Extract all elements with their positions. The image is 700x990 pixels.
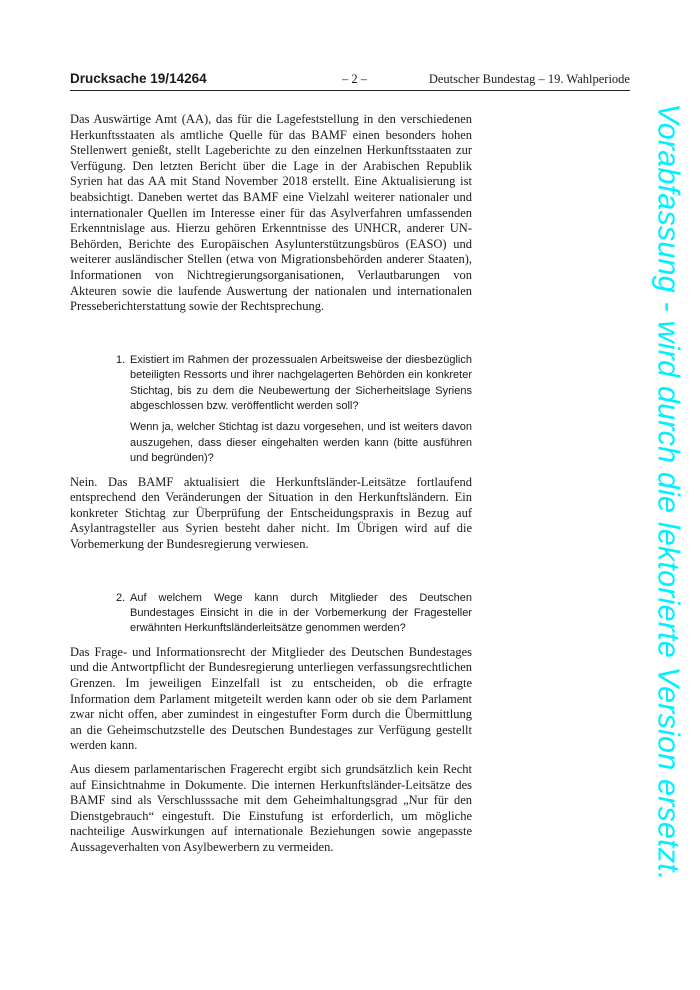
page-number: – 2 – (342, 72, 367, 86)
document-label: Drucksache 19/ (70, 71, 170, 86)
document-number-value: 14264 (169, 71, 207, 86)
question-number: 2. (116, 591, 126, 604)
question-text: Existiert im Rahmen der prozessualen Arbeitsweise der diesbezüglich beteiligten Ressorts und ihrer nachgelagerten Behörden ein konkreter Stichtag, bis zu dem die Neubewertung der Sicherheitslage Syriens abgeschlossen bzw. veröffentlicht werden soll? (130, 353, 472, 412)
answer-2-paragraph-1: Das Frage- und Informationsrecht der Mitglieder des Deutschen Bundestages und die Antwortpflicht der Bundesregierung unterliegen verfassungsrechtlichen Grenzen. Im jeweiligen Einzelfall ist zu entscheiden, ob die erfragte Information dem Parlament mitgeteilt werden kann oder ob sie dem Parlament zwar nicht offen, aber zumindest in eingestufter Form durch die Übermittlung an die Geheimschutzstelle des Deutschen Bundestages zur Verfügung gestellt werden kann. (70, 644, 472, 753)
question-followup: Wenn ja, welcher Stichtag ist dazu vorgesehen, und ist weiters davon auszugehen, dass dieser eingehalten werden kann (bitte ausführen und begründen)? (130, 421, 472, 465)
answer-1-paragraph: Nein. Das BAMF aktualisiert die Herkunftsländer-Leitsätze fortlaufend entsprechend den Veränderungen der Situation in den Herkunftsländern. Ein konkreter Stichtag zur Überprüfung der Entscheidungspraxis in Bezug auf Asylantragsteller aus Syrien besteht daher nicht. Im Übrigen wird auf die Vorbemerkung der Bundesregierung verwiesen. (70, 474, 472, 551)
intro-paragraph: Das Auswärtige Amt (AA), das für die Lagefeststellung in den verschiedenen Herkunftsstaaten als amtliche Quelle für das BAMF einen besonders hohen Stellenwert genießt, stellt Lageberichte zu den einzelnen Herkunftsstaaten zur Verfügung. Den letzten Bericht über die Lage in der Arabischen Republik Syrien hat das AA mit Stand November 2018 erstellt. Eine Aktualisierung ist beabsichtigt. Daneben wertet das BAMF eine Vielzahl weiterer nationaler und internationaler Quellen im Interesse einer für das Asylverfahren umfassenden Erkenntnislage aus. Hierzu gehören Erkenntnisse des UNHCR, anderer UN-Behörden, Berichte des Europäischen Asylunterstützungsbüros (EASO) und weiterer ausländischer Stellen (etwa von Migrationsbehörden anderer Staaten), Informationen von Nichtregierungsorganisationen, Verlautbarungen von Akteuren sowie die laufende Auswertung der nationalen und internationalen Presseberichterstattung sowie der Rechtsprechung. (70, 112, 472, 314)
document-body (70, 112, 472, 855)
answer-2-paragraph-2: Aus diesem parlamentarischen Fragerecht ergibt sich grundsätzlich kein Recht auf Einsichtnahme in Dokumente. Die internen Herkunftsländer-Leitsätze des BAMF sind als Verschlusssache mit dem Geheimhaltungsgrad „Nur für den Dienstgebrauch“ eingestuft. Die Einstufung ist erforderlich, um mögliche nachteilige Auswirkungen auf internationale Beziehungen sowie angepasste Aussageverhalten von Asylbewerbern zu vermeiden. (70, 761, 472, 854)
question-1 (116, 353, 472, 467)
document-number (70, 71, 207, 86)
question-2 (116, 591, 472, 637)
question-number: 1. (116, 353, 126, 366)
page-header (70, 70, 630, 91)
question-text: Auf welchem Wege kann durch Mitglieder des Deutschen Bundestages Einsicht in die in der Vorbemerkung der Fragesteller erwähnten Herkunftsländerleitsätze genommen werden? (130, 591, 472, 635)
institution-label: Deutscher Bundestag – 19. Wahlperiode (428, 72, 630, 86)
draft-watermark: Vorabfassung - wird durch die lektorierte Version ersetzt. (651, 103, 686, 881)
